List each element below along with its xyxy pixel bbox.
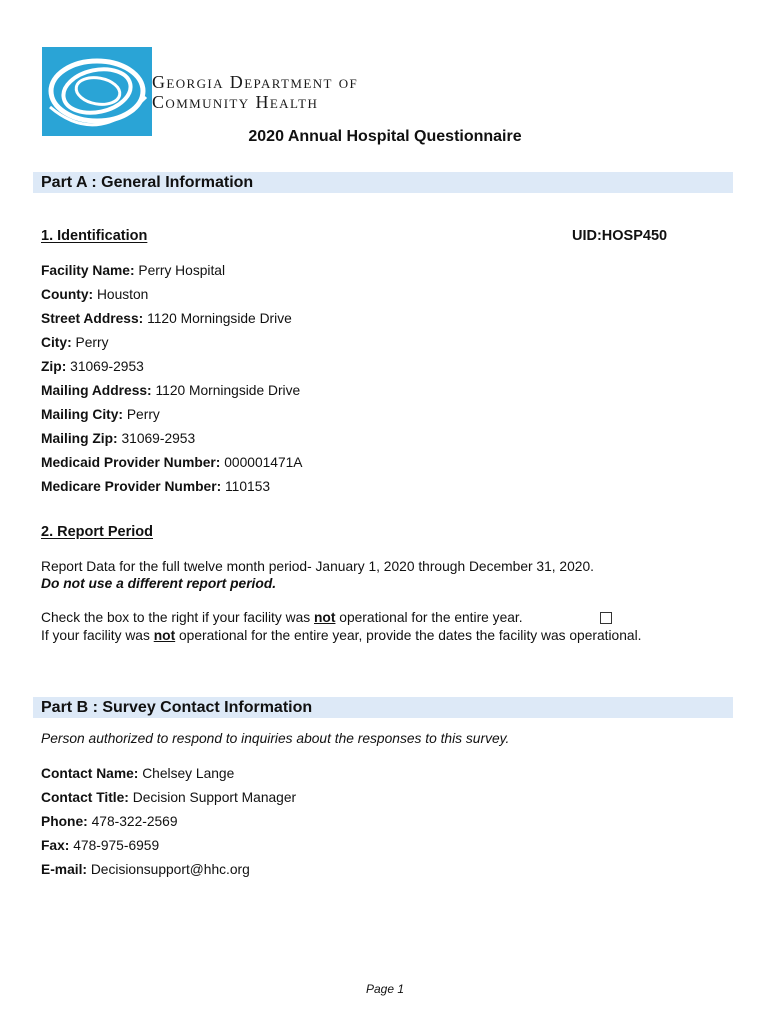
operational-dates-instruction — [41, 628, 641, 643]
department-name-line2: Community Health — [152, 92, 319, 112]
contact-name-field — [41, 766, 234, 781]
field-label: Mailing City: — [41, 407, 124, 422]
page-number: Page 1 — [365, 982, 405, 996]
medicaid-number-field — [41, 455, 303, 470]
department-name — [152, 72, 358, 112]
street-address-field — [41, 311, 292, 326]
field-value: 1120 Morningside Drive — [147, 311, 292, 326]
field-label: Street Address: — [41, 311, 144, 326]
field-value: 31069-2953 — [121, 431, 196, 446]
field-value: 478-975-6959 — [73, 838, 160, 853]
fax-field — [41, 838, 159, 853]
report-period-heading: 2. Report Period — [41, 524, 153, 540]
field-value: 478-322-2569 — [91, 814, 178, 829]
field-label: Medicare Provider Number: — [41, 479, 222, 494]
contact-note: Person authorized to respond to inquiries about the responses to this survey. — [41, 731, 510, 746]
field-value: Decision Support Manager — [132, 790, 297, 805]
part-b-heading: Part B : Survey Contact Information — [41, 699, 313, 716]
part-a-heading: Part A : General Information — [41, 174, 254, 191]
field-value: Perry — [126, 407, 160, 422]
facility-name-field — [41, 263, 225, 278]
field-value: Perry Hospital — [138, 263, 226, 278]
text-fragment: operational for the entire year, provide the dates the facility was operational. — [175, 628, 642, 643]
report-period-text: Report Data for the full twelve month period- January 1, 2020 through December 31, 2020. — [41, 559, 594, 574]
field-value: 1120 Morningside Drive — [155, 383, 301, 398]
emphasis-not: not — [153, 628, 176, 643]
uid-label: UID:HOSP450 — [572, 228, 668, 244]
field-label: Medicaid Provider Number: — [41, 455, 221, 470]
emphasis-not: not — [314, 610, 336, 625]
department-logo — [42, 47, 152, 136]
report-period-warning: Do not use a different report period. — [41, 576, 277, 591]
field-label: City: — [41, 335, 72, 350]
field-value: Houston — [96, 287, 149, 302]
county-field — [41, 287, 148, 302]
phone-field — [41, 814, 178, 829]
text-fragment: operational for the entire year. — [335, 610, 523, 625]
field-label: Mailing Zip: — [41, 431, 118, 446]
text-fragment: Check the box to the right if your facility was — [41, 610, 314, 625]
field-value: Perry — [75, 335, 109, 350]
field-value: Decisionsupport@hhc.org — [90, 862, 250, 877]
city-field — [41, 335, 108, 350]
not-operational-checkbox[interactable] — [600, 612, 612, 624]
field-label: Mailing Address: — [41, 383, 152, 398]
medicare-number-field — [41, 479, 270, 494]
field-value: 000001471A — [224, 455, 303, 470]
field-value: Chelsey Lange — [142, 766, 235, 781]
email-field — [41, 862, 250, 877]
field-label: Facility Name: — [41, 263, 135, 278]
field-value: 31069-2953 — [70, 359, 144, 374]
field-label: Contact Name: — [41, 766, 139, 781]
department-name-line1: Georgia Department of — [152, 72, 359, 92]
mailing-city-field — [41, 407, 160, 422]
field-label: Contact Title: — [41, 790, 129, 805]
logo-swirl-icon — [42, 47, 152, 136]
field-label: Zip: — [41, 359, 67, 374]
part-b-header — [33, 697, 733, 718]
mailing-zip-field — [41, 431, 195, 446]
part-a-header — [33, 172, 733, 193]
identification-heading: 1. Identification — [41, 228, 148, 244]
not-operational-question — [41, 610, 523, 625]
field-label: Fax: — [41, 838, 70, 853]
field-label: County: — [41, 287, 94, 302]
document-title: 2020 Annual Hospital Questionnaire — [248, 128, 522, 145]
field-label: E-mail: — [41, 862, 87, 877]
zip-field — [41, 359, 144, 374]
mailing-address-field — [41, 383, 300, 398]
text-fragment: If your facility was — [41, 628, 154, 643]
field-label: Phone: — [41, 814, 88, 829]
field-value: 110153 — [225, 479, 271, 494]
contact-title-field — [41, 790, 296, 805]
